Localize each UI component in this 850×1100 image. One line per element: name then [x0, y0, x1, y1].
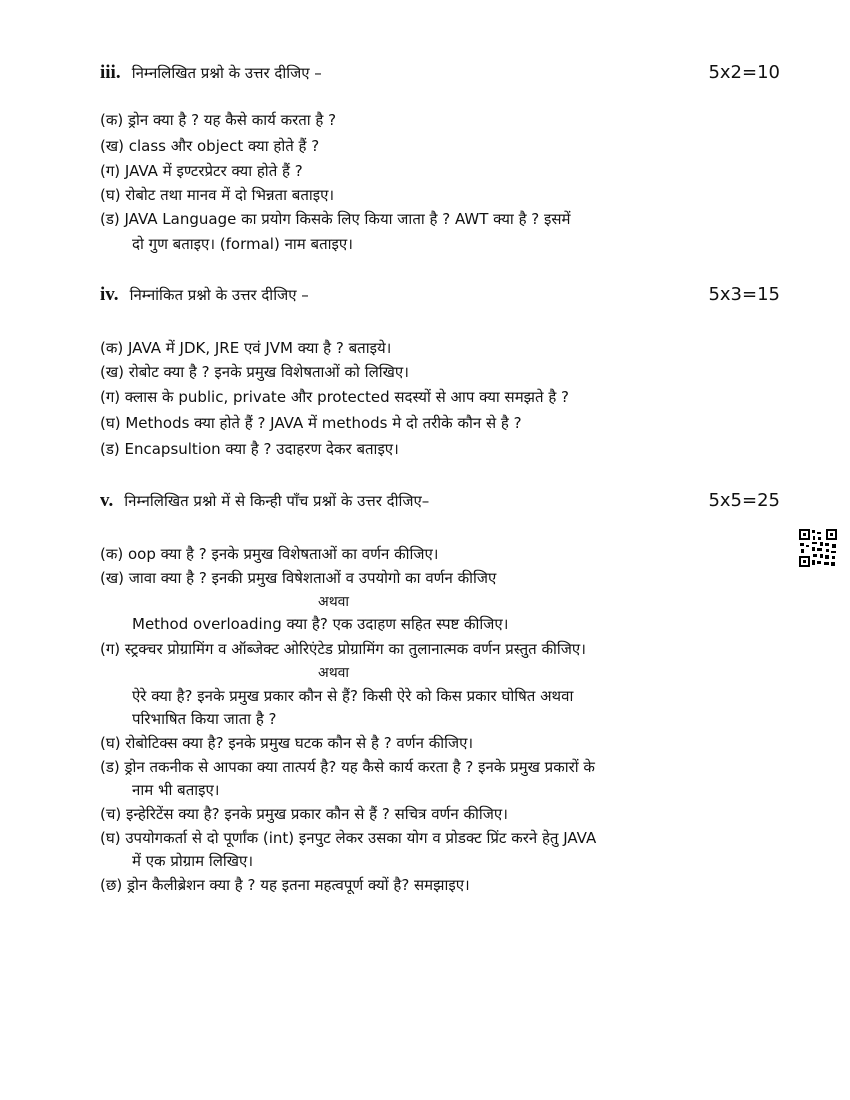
- section-iv-title-wrap: [100, 284, 309, 306]
- question-iv-kha: (ख) रोबोट क्या है ? इनके प्रमुख विशेषताओं को लिखिए।: [100, 363, 409, 381]
- section-iii-heading: [100, 62, 780, 90]
- section-v-title: निम्नलिखित प्रश्नो में से किन्ही पाँच प्रश्नों के उत्तर दीजिए–: [124, 492, 430, 510]
- section-iv-number: iv.: [100, 284, 119, 305]
- question-iii-ka: (क) ड्रोन क्या है ? यह कैसे कार्य करता है ?: [100, 111, 337, 129]
- question-v-gha: (घ) रोबोटिक्स क्या है? इनके प्रमुख घटक कौन से है ? वर्णन कीजिए।: [100, 734, 474, 752]
- question-iii-kha: (ख) class और object क्या होते हैं ?: [100, 137, 320, 155]
- question-v-ga-alternative-continued: परिभाषित किया जाता है ?: [132, 710, 277, 728]
- question-iii-gha: (घ) रोबोट तथा मानव में दो भिन्नता बताइए।: [100, 186, 335, 204]
- athva-separator-2: अथवा: [318, 665, 350, 681]
- question-iv-gha: (घ) Methods क्या होते हैं ? JAVA में methods मे दो तरीके कौन से है ?: [100, 414, 522, 432]
- question-v-ga: (ग) स्ट्रक्चर प्रोग्रामिंग व ऑब्जेक्ट ओरिएंटेड प्रोग्रामिंग का तुलानात्मक वर्णन प्रस्तुत कीजिए।: [100, 640, 586, 658]
- question-v-kha: (ख) जावा क्या है ? इनकी प्रमुख विषेशताओं व उपयोगो का वर्णन कीजिए: [100, 569, 497, 587]
- athva-separator-1: अथवा: [318, 594, 350, 610]
- section-v-marks: 5x5=25: [708, 490, 780, 511]
- section-iv-title: निम्नांकित प्रश्नो के उत्तर दीजिए –: [129, 286, 309, 304]
- question-v-cha: (च) इन्हेरिटेंस क्या है? इनके प्रमुख प्रकार कौन से हैं ? सचित्र वर्णन कीजिए।: [100, 805, 508, 823]
- section-iii-marks: 5x2=10: [708, 62, 780, 83]
- section-iii-title-wrap: [100, 62, 322, 84]
- section-v-title-wrap: [100, 490, 429, 512]
- question-v-kha-alternative: Method overloading क्या है? एक उदाहण सहित स्पष्ट कीजिए।: [132, 615, 509, 633]
- question-iv-ka: (क) JAVA में JDK, JRE एवं JVM क्या है ? बताइये।: [100, 339, 392, 357]
- question-v-chha: (छ) ड्रोन कैलीब्रेशन क्या है ? यह इतना महत्वपूर्ण क्यों है? समझाइए।: [100, 876, 470, 894]
- section-iv-heading: [100, 284, 780, 312]
- section-v-number: v.: [100, 490, 114, 511]
- qr-code-icon: [798, 528, 838, 568]
- question-v-gha-program: (घ) उपयोगकर्ता से दो पूर्णांक (int) इनपुट लेकर उसका योग व प्रोडक्ट प्रिंट करने हेतु JAVA: [100, 829, 597, 847]
- question-v-da-continued: नाम भी बताइए।: [132, 781, 220, 799]
- section-iii-number: iii.: [100, 62, 121, 83]
- question-iv-ga: (ग) क्लास के public, private और protected सदस्यों से आप क्या समझते है ?: [100, 388, 570, 406]
- question-v-da: (ड) ड्रोन तकनीक से आपका क्या तात्पर्य है? यह कैसे कार्य करता है ? इनके प्रमुख प्रकारों के: [100, 758, 595, 776]
- question-v-ka: (क) oop क्या है ? इनके प्रमुख विशेषताओं का वर्णन कीजिए।: [100, 545, 439, 563]
- question-iv-da: (ड) Encapsultion क्या है ? उदाहरण देकर बताइए।: [100, 440, 399, 458]
- question-v-ga-alternative: ऐरे क्या है? इनके प्रमुख प्रकार कौन से हैं? किसी ऐरे को किस प्रकार घोषित अथवा: [132, 687, 574, 705]
- question-iii-da-continued: दो गुण बताइए। (formal) नाम बताइए।: [132, 235, 353, 253]
- question-iii-ga: (ग) JAVA में इण्टरप्रेटर क्या होते हैं ?: [100, 162, 303, 180]
- section-iv-marks: 5x3=15: [708, 284, 780, 305]
- question-iii-da: (ड) JAVA Language का प्रयोग किसके लिए किया जाता है ? AWT क्या है ? इसमें: [100, 210, 571, 228]
- section-v-heading: [100, 490, 780, 518]
- section-iii-title: निम्नलिखित प्रश्नो के उत्तर दीजिए –: [131, 64, 322, 82]
- question-v-gha-program-continued: में एक प्रोग्राम लिखिए।: [132, 852, 254, 870]
